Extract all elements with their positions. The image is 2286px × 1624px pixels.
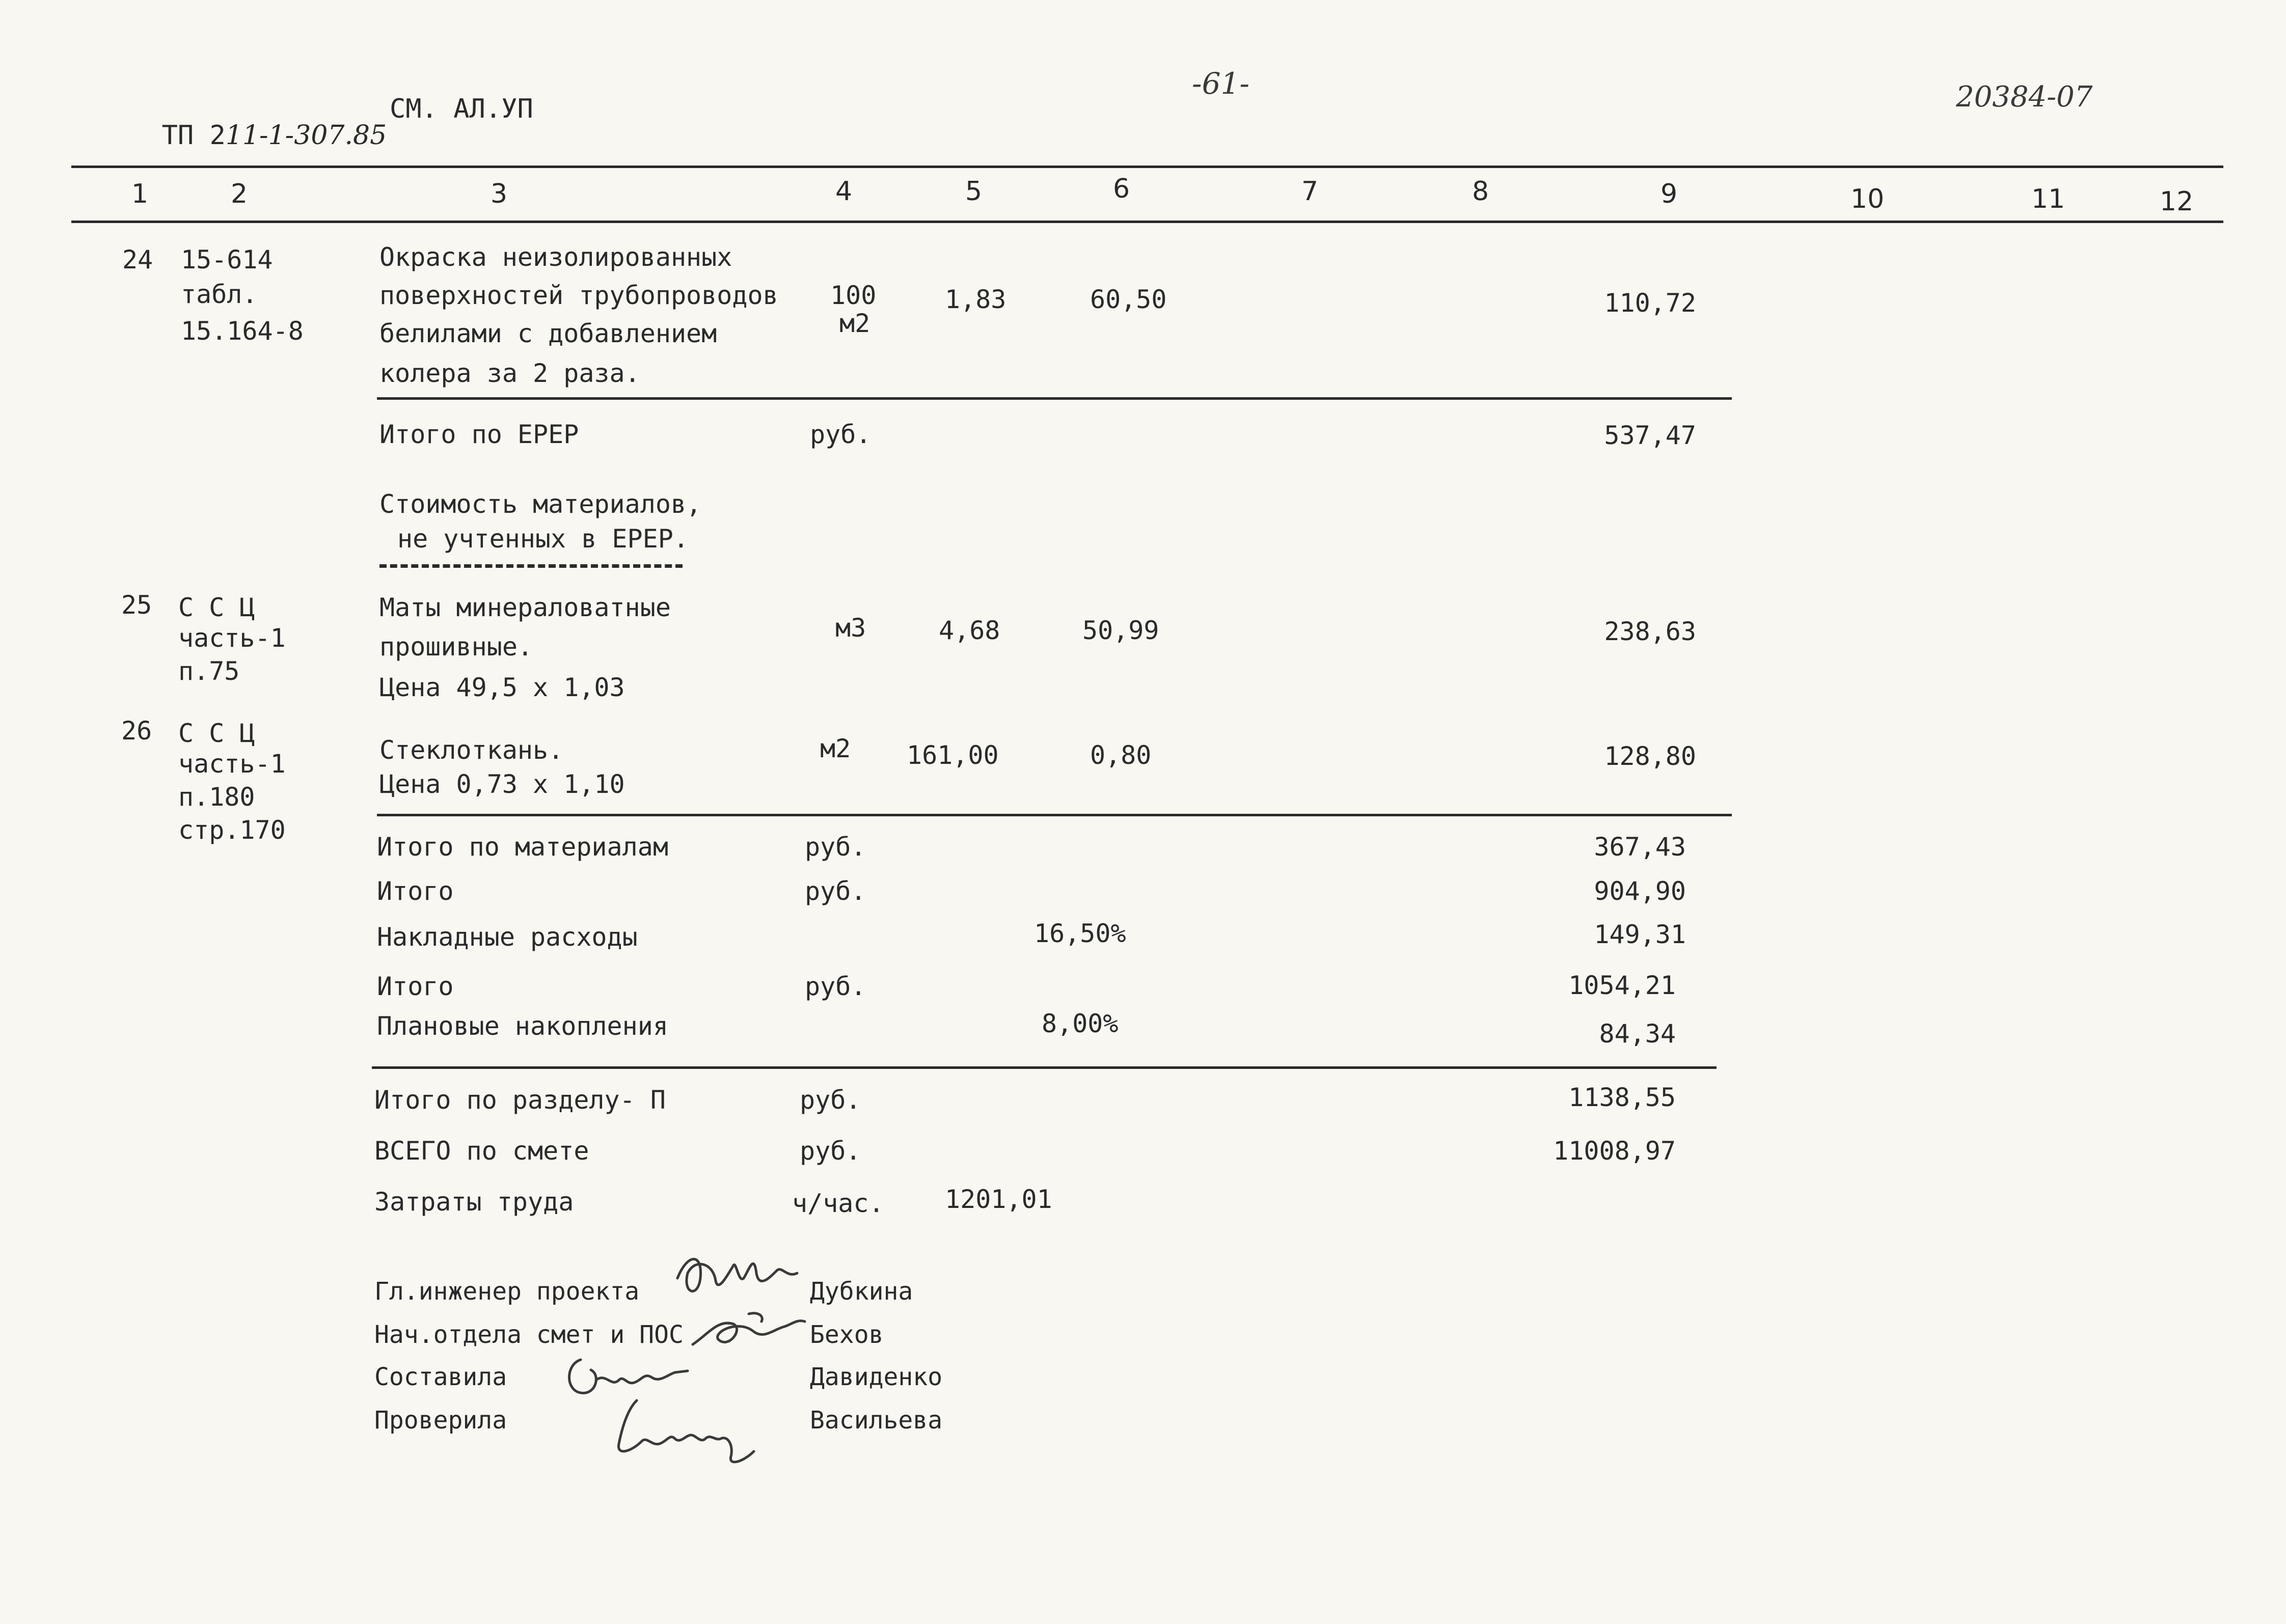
summary-label: Накладные расходы bbox=[377, 922, 638, 952]
row-description-line: колера за 2 раза. bbox=[379, 359, 640, 388]
header-top-rule bbox=[71, 166, 2223, 168]
col-num-9: 9 bbox=[1661, 179, 1678, 209]
row-unit-price: 60,50 bbox=[1090, 285, 1167, 314]
final-total: 1138,55 bbox=[1568, 1083, 1676, 1112]
row-unit: м2 bbox=[820, 734, 851, 763]
row-description-line: Цена 0,73 х 1,10 bbox=[379, 769, 625, 799]
page-number: -61- bbox=[1192, 66, 1249, 101]
col-num-6: 6 bbox=[1113, 174, 1130, 204]
summary-total: 84,34 bbox=[1599, 1019, 1676, 1049]
row-code-line: С С Ц bbox=[178, 719, 255, 748]
row-code-line: часть-1 bbox=[178, 749, 286, 779]
col-num-5: 5 bbox=[965, 176, 983, 207]
handwritten-signature-2 bbox=[688, 1304, 810, 1360]
subtotal-total: 537,47 bbox=[1604, 421, 1696, 450]
album-ref: СМ. АЛ.УП bbox=[390, 94, 533, 124]
summary-total: 367,43 bbox=[1594, 832, 1686, 862]
summary-label: Итого bbox=[377, 876, 454, 906]
signature-role: Нач.отдела смет и ПОС bbox=[374, 1320, 684, 1349]
row-quantity: 1,83 bbox=[945, 285, 1006, 314]
row-code-line: табл. bbox=[181, 280, 258, 309]
row-unit-line: м2 bbox=[839, 309, 870, 338]
col-num-4: 4 bbox=[835, 176, 853, 207]
summary-total: 1054,21 bbox=[1568, 971, 1676, 1000]
row-number: 26 bbox=[121, 716, 152, 746]
col-num-10: 10 bbox=[1850, 184, 1885, 214]
row-unit-price: 0,80 bbox=[1090, 740, 1152, 770]
row-description-line: Стеклоткань. bbox=[379, 735, 564, 765]
handwritten-signature-1 bbox=[672, 1243, 805, 1309]
archive-number: 20384-07 bbox=[1956, 80, 2093, 114]
row-quantity: 161,00 bbox=[907, 740, 999, 770]
section-rule bbox=[377, 814, 1732, 816]
summary-rate: 16,50% bbox=[1034, 919, 1126, 948]
row-code-line: 15.164-8 bbox=[181, 316, 304, 346]
handwritten-signature-4 bbox=[606, 1395, 769, 1472]
materials-heading-line: не учтенных в ЕРЕР. bbox=[397, 524, 689, 554]
section-rule bbox=[377, 397, 1732, 400]
signature-name: Бехов bbox=[810, 1320, 884, 1349]
row-description-line: белилами с добавлением bbox=[379, 319, 717, 348]
row-total: 238,63 bbox=[1604, 617, 1696, 646]
summary-unit: руб. bbox=[805, 832, 866, 862]
row-quantity: 4,68 bbox=[939, 616, 1000, 645]
row-unit-line: 100 bbox=[830, 281, 877, 310]
row-number: 24 bbox=[122, 245, 153, 274]
row-code-line: п.75 bbox=[178, 656, 240, 686]
signature-role: Составила bbox=[374, 1363, 507, 1391]
col-num-7: 7 bbox=[1301, 176, 1319, 207]
signature-name: Давиденко bbox=[810, 1363, 943, 1391]
header-bottom-rule bbox=[71, 221, 2223, 223]
row-code-line: 15-614 bbox=[181, 245, 273, 274]
final-label: ВСЕГО по смете bbox=[374, 1136, 589, 1166]
materials-heading-line: Стоимость материалов, bbox=[379, 489, 702, 519]
summary-rate: 8,00% bbox=[1042, 1009, 1119, 1038]
doc-code-number: 11-1-307.85 bbox=[225, 120, 387, 151]
col-num-1: 1 bbox=[131, 179, 149, 209]
col-num-8: 8 bbox=[1472, 176, 1489, 207]
final-unit: руб. bbox=[800, 1136, 861, 1166]
row-description-line: поверхностей трубопроводов bbox=[379, 281, 778, 310]
summary-unit: руб. bbox=[805, 972, 866, 1001]
signature-name: Дубкина bbox=[810, 1277, 913, 1306]
row-total: 128,80 bbox=[1604, 741, 1696, 771]
section-rule bbox=[372, 1066, 1717, 1069]
subtotal-unit: руб. bbox=[810, 420, 872, 449]
final-total: 1201,01 bbox=[945, 1185, 1052, 1214]
col-num-3: 3 bbox=[491, 179, 508, 209]
row-description-line: Окраска неизолированных bbox=[379, 242, 732, 272]
final-label: Затраты труда bbox=[374, 1187, 574, 1217]
row-code-line: стр.170 bbox=[178, 815, 286, 845]
signature-role: Проверила bbox=[374, 1406, 507, 1435]
row-total: 110,72 bbox=[1604, 288, 1696, 318]
col-num-12: 12 bbox=[2160, 186, 2194, 217]
col-num-2: 2 bbox=[231, 179, 248, 209]
summary-total: 149,31 bbox=[1594, 920, 1686, 949]
summary-label: Плановые накопления bbox=[377, 1011, 668, 1041]
heading-dashed-underline bbox=[379, 564, 683, 568]
row-code-line: п.180 bbox=[178, 782, 255, 812]
row-code-line: часть-1 bbox=[178, 623, 286, 653]
signature-role: Гл.инженер проекта bbox=[374, 1277, 640, 1306]
doc-code-prefix: ТП 2 bbox=[161, 120, 226, 151]
final-label: Итого по разделу- П bbox=[374, 1085, 666, 1115]
doc-code bbox=[130, 96, 387, 149]
final-total: 11008,97 bbox=[1553, 1136, 1676, 1166]
row-code-line: С С Ц bbox=[178, 593, 255, 622]
row-unit-price: 50,99 bbox=[1082, 616, 1159, 645]
col-num-11: 11 bbox=[2031, 184, 2065, 214]
summary-unit: руб. bbox=[805, 876, 866, 906]
summary-label: Итого bbox=[377, 972, 454, 1001]
final-unit: руб. bbox=[800, 1085, 861, 1115]
row-number: 25 bbox=[121, 590, 152, 620]
summary-total: 904,90 bbox=[1594, 876, 1686, 906]
subtotal-label: Итого по ЕРЕР bbox=[379, 420, 579, 449]
summary-label: Итого по материалам bbox=[377, 832, 668, 862]
row-description-line: прошивные. bbox=[379, 632, 533, 662]
row-description-line: Цена 49,5 х 1,03 bbox=[379, 673, 625, 702]
row-description-line: Маты минераловатные bbox=[379, 593, 671, 622]
signature-name: Васильева bbox=[810, 1406, 943, 1435]
row-unit: м3 bbox=[835, 613, 866, 643]
final-unit: ч/час. bbox=[792, 1189, 884, 1218]
